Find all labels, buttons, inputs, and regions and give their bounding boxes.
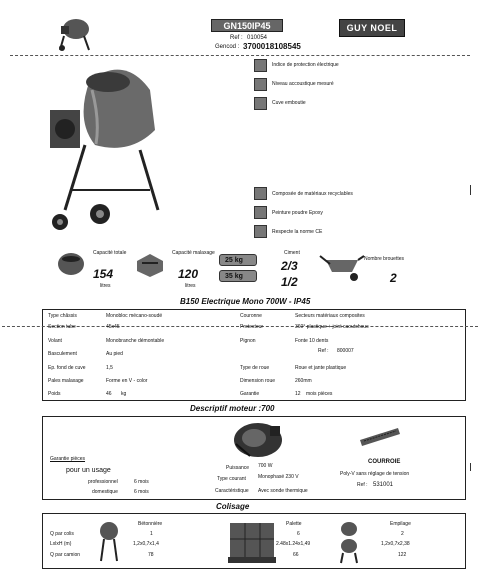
paint-icon: [254, 206, 267, 219]
spec-label-chassis: Type châssis: [48, 313, 77, 319]
spec-label-protecteur: Protecteur: [240, 324, 264, 330]
betonniere-icon: [98, 519, 120, 563]
current-value: Monophasé 230 V: [258, 474, 299, 480]
electric-icon: [254, 59, 267, 72]
empilage-icon: [338, 519, 360, 565]
spec-value-couronne: Secteurs matériaux composites: [295, 313, 365, 319]
spec-value-dimension: 260mm: [295, 378, 312, 384]
drum-total-icon: [56, 251, 86, 277]
betonniere-camion: 78: [148, 552, 154, 558]
model-name: GN150IP45: [223, 21, 271, 31]
spec-value-fond: 1,5: [106, 365, 113, 371]
spec-label-section: Section tube: [48, 324, 76, 330]
belt-photo: [358, 426, 402, 448]
palette-icon: [228, 519, 276, 565]
wheelbarrow-icon: [318, 254, 366, 282]
cement-bag-35-icon: [219, 270, 257, 282]
spec-label-pignon: Pignon: [240, 338, 256, 344]
palette-dim: 2.48x1.24x1,49: [276, 541, 311, 547]
char-value: Avec sonde thermique: [258, 488, 308, 494]
belt-ref-label: Ref :: [357, 482, 368, 488]
spec-label-roue: Type de roue: [240, 365, 270, 371]
col-empilage: Empilage: [390, 521, 411, 527]
betonniere-dim: 1,2x0,7x1,4: [133, 541, 159, 547]
belt-title: COURROIE: [368, 459, 401, 465]
right-margin-mark: [470, 185, 471, 195]
spec-value-roue: Roue et jante plastique: [295, 365, 347, 371]
capacity-total-value: 154: [93, 267, 114, 281]
current-label: Type courant: [217, 476, 246, 482]
motor-photo: [230, 418, 286, 460]
belt-description: Poly-V sans réglage de tension: [340, 471, 410, 477]
tank-icon: [254, 97, 267, 110]
feature-recycle-label: Composée de matériaux recyclables: [272, 191, 353, 197]
spec-value-basculement: Au pied: [106, 351, 123, 357]
warranty-pro-label: professionnel: [88, 479, 118, 485]
header-divider: [10, 55, 470, 56]
ref-label: Ref :: [230, 35, 243, 41]
cement-ratio-1: 2/3: [281, 259, 298, 273]
empilage-camion: 122: [398, 552, 407, 558]
spec-unit-poids: kg: [121, 391, 127, 397]
spec-value-pignon: Fonte 10 dents: [295, 338, 329, 344]
bag-25-label: 25 kg: [225, 257, 243, 264]
model-badge: [211, 19, 283, 32]
spec-label-dimension: Dimension roue: [240, 378, 276, 384]
warranty-title: Garantie pièces: [50, 456, 86, 462]
sound-icon: [254, 78, 267, 91]
feature-sound-label: Niveau accoustique mesuré: [272, 81, 334, 87]
spec-label-basculement: Basculement: [48, 351, 77, 357]
col-palette: Palette: [286, 521, 302, 527]
spec-value-pales: Forme en V - color: [106, 378, 148, 384]
row-label-dim: LxlxH (m): [50, 541, 72, 547]
product-photo: [30, 60, 180, 240]
packaging-title: Colisage: [216, 502, 250, 511]
empilage-colis: 2: [401, 531, 404, 537]
spec-value-protecteur: 360° plastique + joint caoutchouc: [295, 324, 369, 330]
warranty-dom-label: domestique: [92, 489, 118, 495]
empilage-dim: 1,2x0,7x2,38: [381, 541, 410, 547]
motor-title: Descriptif moteur :700: [190, 404, 275, 413]
gencod-value: 3700018108545: [243, 42, 301, 51]
spec-label-couronne: Couronne: [240, 313, 262, 319]
cement-ratio-2: 1/2: [281, 275, 298, 289]
palette-colis: 6: [297, 531, 300, 537]
right-margin-mark-2: [470, 463, 471, 471]
spec-value-chassis: Monobloc mécano-soudé: [106, 313, 163, 319]
belt-ref-value: 531001: [373, 482, 394, 488]
cement-label: Ciment: [284, 250, 300, 256]
spec-label-poids: Poids: [48, 391, 61, 397]
pignon-ref-label: Ref :: [318, 348, 329, 354]
feature-electric-label: Indice de protection électrique: [272, 62, 339, 68]
spec-value-garantie: 12: [295, 391, 301, 397]
drum-mix-icon: [134, 251, 166, 279]
feature-tank-label: Cuve emboutie: [272, 100, 306, 106]
spec-label-fond: Ep. fond de cuve: [48, 365, 86, 371]
ce-icon: [254, 225, 267, 238]
recycle-icon: [254, 187, 267, 200]
spec-unit-garantie: mois pièces: [306, 391, 333, 397]
betonniere-colis: 1: [150, 531, 153, 537]
bag-35-label: 35 kg: [225, 273, 243, 280]
spec-label-volant: Volant: [48, 338, 62, 344]
warranty-dom-value: 6 mois: [134, 489, 149, 495]
capacity-mix-label: Capacité malaxage: [172, 250, 215, 256]
spec-value-poids: 46: [106, 391, 112, 397]
spec-value-section: 45x45: [106, 324, 120, 330]
gencod-label: Gencod :: [215, 44, 240, 50]
wheelbarrow-label: Nombre brouettes: [364, 256, 405, 262]
warranty-usage-label: pour un usage: [66, 467, 111, 474]
char-label: Caractéristique: [215, 488, 249, 494]
power-label: Puissance: [226, 465, 250, 471]
palette-camion: 66: [293, 552, 299, 558]
capacity-total-label: Capacité totale: [93, 250, 127, 256]
row-label-camion: Q par camion: [50, 552, 81, 558]
warranty-pro-value: 6 mois: [134, 479, 149, 485]
row-label-colis: Q par colis: [50, 531, 74, 537]
spec-title: B150 Electrique Mono 700W - IP45: [180, 297, 311, 306]
wheelbarrow-value: 2: [390, 271, 397, 285]
spec-label-pales: Pales malaxage: [48, 378, 84, 384]
cement-bag-25-icon: [219, 254, 257, 266]
power-value: 700 W: [258, 463, 273, 469]
col-betonniere: Bétonnière: [138, 521, 163, 527]
pignon-ref-value: 800007: [337, 348, 354, 354]
capacity-total-unit: litres: [100, 283, 111, 289]
spec-value-volant: Monobranche démontable: [106, 338, 165, 344]
mixer-thumbnail: [56, 16, 94, 52]
brand-name: GUY NOEL: [346, 23, 398, 33]
ref-value: 010054: [247, 35, 268, 41]
capacity-mix-unit: litres: [185, 283, 196, 289]
feature-paint-label: Peinture poudre Epoxy: [272, 210, 323, 216]
capacity-mix-value: 120: [178, 267, 199, 281]
feature-ce-label: Respecte la norme CE: [272, 229, 323, 235]
brand-logo: [339, 19, 405, 37]
spec-label-garantie: Garantie: [240, 391, 260, 397]
